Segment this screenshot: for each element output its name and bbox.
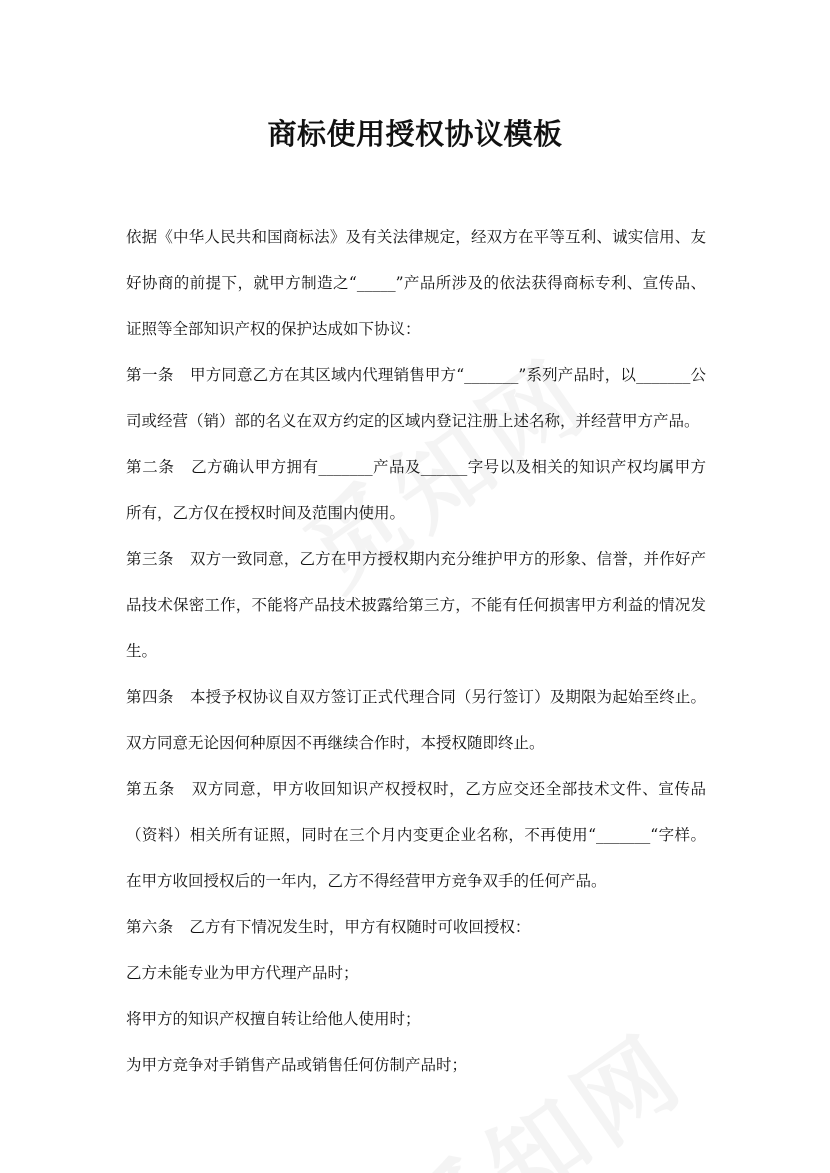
list-item: 将甲方的知识产权擅自转让给他人使用时；: [126, 1010, 421, 1028]
article-1: [126, 352, 706, 444]
article-2: [126, 444, 706, 536]
article-4: [126, 674, 706, 766]
document-body: [126, 214, 706, 1088]
intro-paragraph: 依据《中华人民共和国商标法》及有关法律规定，经双方在平等互利、诚实信用、友好协商的前提下，就甲方制造之“_____”产品所涉及的依法获得商标专利、宣传品、证照等全部知识产权的保护达成如下协议：: [126, 228, 706, 338]
article-label: 第六条: [126, 918, 174, 936]
article-6: [126, 904, 706, 950]
article-text: 双方一致同意，乙方在甲方授权期内充分维护甲方的形象、信誉，并作好产品技术保密工作，不能将产品技术披露给第三方，不能有任何损害甲方利益的情况发生。: [126, 550, 706, 660]
document-title: 商标使用授权协议模板: [267, 117, 563, 151]
article-text: 甲方同意乙方在其区域内代理销售甲方“_______”系列产品时，以_______公司或经营（销）部的名义在双方约定的区域内登记注册上述名称，并经营甲方产品。: [126, 366, 706, 430]
article-label: 第一条: [126, 366, 174, 384]
article-3: [126, 536, 706, 674]
article-text: 双方同意，甲方收回知识产权授权时，乙方应交还全部技术文件、宣传品（资料）相关所有证照，同时在三个月内变更企业名称，不再使用“_______“字样。在甲方收回授权后的一年内，乙方不得经营甲方竞争双手的任何产品。: [126, 780, 706, 890]
article-text: 乙方有下情况发生时，甲方有权随时可收回授权：: [189, 918, 531, 936]
article-label: 第三条: [126, 550, 174, 568]
article-text: 本授予权协议自双方签订正式代理合同（另行签订）及期限为起始至终止。双方同意无论因何种原因不再继续合作时，本授权随即终止。: [126, 688, 706, 752]
list-item: 为甲方竞争对手销售产品或销售任何仿制产品时；: [126, 1056, 468, 1074]
article-label: 第二条: [126, 458, 175, 476]
article-label: 第五条: [126, 780, 176, 798]
list-item: 乙方未能专业为甲方代理产品时；: [126, 964, 359, 982]
article-5: [126, 766, 706, 904]
article-label: 第四条: [126, 688, 174, 706]
article-text: 乙方确认甲方拥有_______产品及______字号以及相关的知识产权均属甲方所有，乙方仅在授权时间及范围内使用。: [126, 458, 706, 522]
